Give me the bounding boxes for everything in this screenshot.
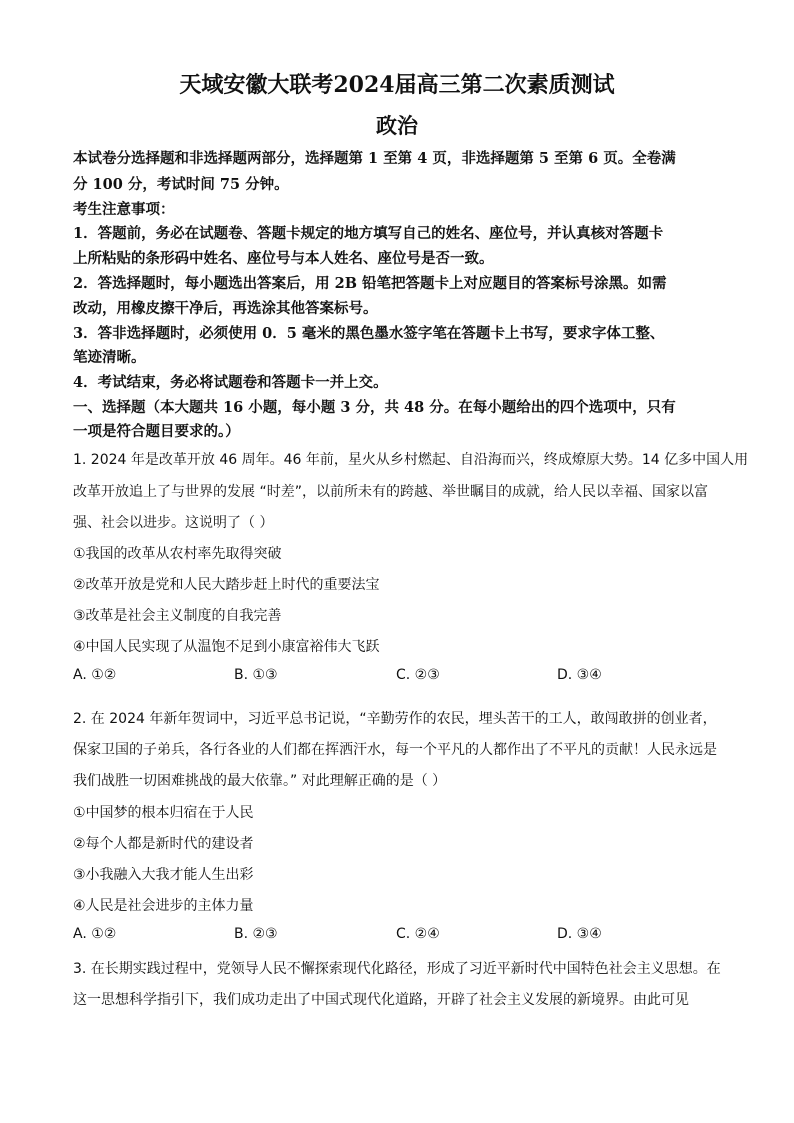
note-line: 2．答选择题时，每小题选出答案后，用 2B 铅笔把答题卡上对应题目的答案标号涂黑。如需: [73, 275, 667, 292]
question-stem-line: 保家卫国的子弟兵，各行各业的人们都在挥洒汗水，每一个平凡的人都作出了不平凡的贡献！人民永远是: [73, 742, 717, 758]
intro-line: 本试卷分选择题和非选择题两部分，选择题第 1 至第 4 页，非选择题第 5 至第 6 页。全卷满: [73, 150, 676, 167]
answer-option: C. ②④: [396, 926, 440, 942]
answer-option: A. ①②: [73, 667, 117, 683]
subject-title: 政治: [376, 113, 418, 138]
exam-title: 天域安徽大联考2024届高三第二次素质测试: [179, 72, 615, 98]
note-line: 4．考试结束，务必将试题卷和答题卡一并上交。: [73, 374, 388, 391]
question-statement: ②改革开放是党和人民大踏步赶上时代的重要法宝: [73, 577, 380, 593]
question-statement: ③改革是社会主义制度的自我完善: [73, 608, 282, 624]
question-stem-line: 这一思想科学指引下，我们成功走出了中国式现代化道路，开辟了社会主义发展的新境界。由此可见: [73, 992, 689, 1008]
answer-option: C. ②③: [396, 667, 440, 683]
answer-option: B. ①③: [234, 667, 278, 683]
answer-option: A. ①②: [73, 926, 117, 942]
question-stem-line: 1. 2024 年是改革开放 46 周年。46 年前，星火从乡村燃起、自沿海而兴，终成燎原大势。14 亿多中国人用: [73, 452, 749, 468]
note-line: 3．答非选择题时，必须使用 0．5 毫米的黑色墨水签字笔在答题卡上书写，要求字体工整、: [73, 325, 665, 342]
question-stem-line: 3. 在长期实践过程中，党领导人民不懈探索现代化路径，形成了习近平新时代中国特色社会主义思想。在: [73, 961, 721, 977]
question-stem-line: 2. 在 2024 年新年贺词中，习近平总书记说，“辛勤劳作的农民，埋头苦干的工人，敢闯敢拼的创业者，: [73, 711, 717, 727]
notes-title: 考生注意事项：: [73, 201, 175, 218]
question-statement: ①中国梦的根本归宿在于人民: [73, 805, 254, 821]
question-statement: ①我国的改革从农村率先取得突破: [73, 546, 282, 562]
question-statement: ④中国人民实现了从温饱不足到小康富裕伟大飞跃: [73, 639, 380, 655]
answer-option: B. ②③: [234, 926, 278, 942]
question-statement: ②每个人都是新时代的建设者: [73, 836, 254, 852]
note-line: 改动，用橡皮擦干净后，再选涂其他答案标号。: [73, 300, 378, 317]
section-heading: 一项是符合题目要求的。）: [73, 423, 240, 440]
question-stem-line: 我们战胜一切困难挑战的最大依靠。” 对此理解正确的是（ ）: [73, 773, 447, 789]
answer-option: D. ③④: [557, 926, 602, 942]
question-statement: ③小我融入大我才能人生出彩: [73, 867, 254, 883]
section-heading: 一、选择题（本大题共 16 小题，每小题 3 分，共 48 分。在每小题给出的四个选项中，只有: [73, 399, 676, 416]
question-statement: ④人民是社会进步的主体力量: [73, 898, 254, 914]
question-stem-line: 强、社会以进步。这说明了（ ）: [73, 515, 274, 531]
note-line: 1．答题前，务必在试题卷、答题卡规定的地方填写自己的姓名、座位号，并认真核对答题卡: [73, 225, 664, 242]
answer-option: D. ③④: [557, 667, 602, 683]
note-line: 笔迹清晰。: [73, 349, 146, 366]
note-line: 上所粘贴的条形码中姓名、座位号与本人姓名、座位号是否一致。: [73, 250, 494, 267]
question-stem-line: 改革开放追上了与世界的发展 “时差”，以前所未有的跨越、举世瞩目的成就，给人民以幸福、国家以富: [73, 484, 708, 500]
intro-line: 分 100 分，考试时间 75 分钟。: [73, 176, 289, 193]
